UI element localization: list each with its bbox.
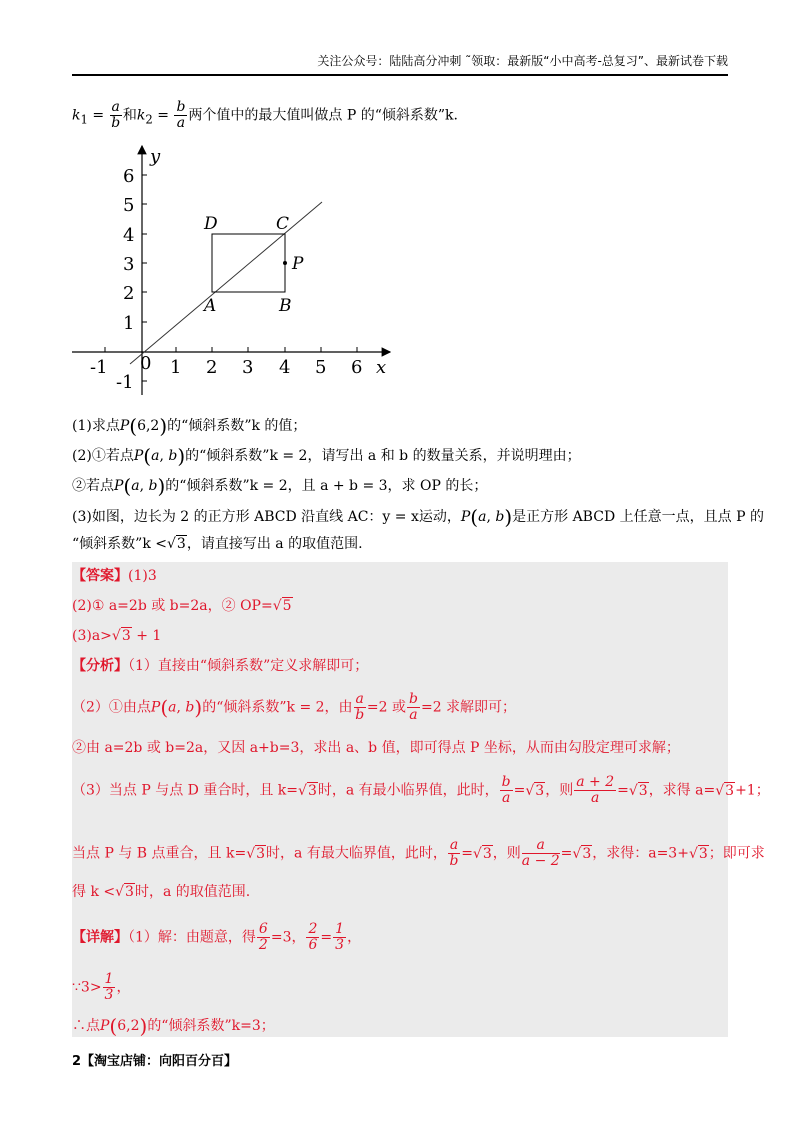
point-p-dot <box>283 261 287 265</box>
x-tick-marks <box>105 347 357 352</box>
analysis-2a: （2）①由点 <box>72 699 151 716</box>
analysis-4b: 时，a 有最小临界值，此时， <box>317 782 499 799</box>
line-y-equals-x <box>130 202 322 364</box>
analysis-5d: ，求得：a=3+ <box>592 845 689 862</box>
x-tick-1: 1 <box>170 357 182 378</box>
analysis-label: 【分析】 <box>72 658 128 674</box>
y-tick-3: 3 <box>123 254 135 275</box>
analysis-line-6: 得 k <√3时，a 的取值范围. <box>72 884 251 900</box>
y-tick--1: -1 <box>116 372 134 393</box>
label-b: B <box>279 296 292 316</box>
y-tick-4: 4 <box>123 225 135 246</box>
analysis-5a: 当点 P 与 B 点重合，且 k= <box>72 845 247 862</box>
question-2a: (2)①若点P(a, b)的“倾斜系数”k = 2，请写出 a 和 b 的数量关系，并说明理由； <box>72 444 581 468</box>
detail-3: ∴点 <box>72 1018 100 1034</box>
detail-1: （1）解：由题意，得 <box>128 929 256 946</box>
question-3b-text: 是正方形 ABCD 上任意一点，且点 P 的 <box>512 509 764 525</box>
header-text: 关注公众号：陆陆高分冲刺 ˜领取：最新版“小中高考-总复习”、最新试卷下载 <box>317 54 728 68</box>
analysis-6b: 时，a 的取值范围. <box>134 884 251 900</box>
analysis-2c: =2 或 <box>366 699 406 716</box>
question-2b: ②若点P(a, b)的“倾斜系数”k = 2，且 a + b = 3，求 OP 的长； <box>72 474 488 498</box>
question-3c-text: “倾斜系数”k < <box>72 536 167 552</box>
detail-3b: 的“倾斜系数”k=3； <box>147 1018 275 1034</box>
page-header <box>72 52 728 76</box>
analysis-4a: （3）当点 P 与点 D 重合时，且 k= <box>72 782 299 799</box>
label-c: C <box>276 214 290 234</box>
y-tick-5: 5 <box>123 195 135 216</box>
question-2a-text: 的“倾斜系数”k = 2，请写出 a 和 b 的数量关系，并说明理由； <box>185 448 581 464</box>
y-axis-label: y <box>150 146 161 167</box>
analysis-4d: ，求得 a= <box>648 782 716 799</box>
x-tick--1: -1 <box>90 357 108 378</box>
question-1: (1)求点P(6,2)的“倾斜系数”k 的值； <box>72 414 307 438</box>
analysis-1: （1）直接由“倾斜系数”定义求解即可； <box>128 658 369 674</box>
question-1-text: 的“倾斜系数”k 的值； <box>167 418 307 434</box>
analysis-3: ②由 a=2b 或 b=2a，又因 a+b=3，求出 a、b 值，即可得点 P 坐标，从而由勾股定理可求解； <box>72 740 680 756</box>
answer-line-2: (2)① a=2b 或 b=2a，② OP=√5 <box>72 598 292 614</box>
analysis-line-4: （3）当点 P 与点 D 重合时，且 k=√3时，a 有最小临界值，此时， $\frac{b}{a}$ =√3，则 $\frac{a + 2}{a}$ =√3，求得 a=√3+1； <box>72 774 770 806</box>
answer-1: (1)3 <box>128 568 157 584</box>
analysis-5e: ；即可求 <box>708 845 765 862</box>
footer-text: 2【淘宝店铺：向阳百分百】 <box>72 1054 238 1069</box>
question-3a: (3)如图，边长为 2 的正方形 ABCD 沿直线 AC：y = x运动，P(a, b)是正方形 ABCD 上任意一点，且点 P 的 <box>72 505 764 529</box>
question-2b-text: 的“倾斜系数”k = 2，且 a + b = 3，求 OP 的长； <box>165 478 488 494</box>
label-a: A <box>204 296 217 316</box>
detail-line-3: ∴点P(6,2)的“倾斜系数”k=3； <box>72 1014 275 1038</box>
label-d: D <box>204 214 218 234</box>
label-p: P <box>292 254 304 274</box>
intro-line: $k_1$ = $\frac{a}{b}$ 和$k_2$ = $\frac{b}{a}$ 两个值中的最大值叫做点 P 的“倾斜系数”k. <box>72 99 458 131</box>
frac-a-over-b: $\frac{a}{b}$ <box>111 99 121 131</box>
y-tick-6: 6 <box>123 166 135 187</box>
analysis-2b: 的“倾斜系数”k = 2，由 <box>202 699 353 716</box>
answer-label: 【答案】 <box>72 568 128 584</box>
answer-line-1 <box>72 568 157 585</box>
answer-2: (2)① a=2b 或 b=2a，② OP= <box>72 598 273 614</box>
question-3d-text: ，请直接写出 a 的取值范围. <box>186 536 363 552</box>
x-tick-2: 2 <box>206 357 218 378</box>
x-tick-6: 6 <box>351 357 363 378</box>
question-3a-text: (3)如图，边长为 2 的正方形 ABCD 沿直线 AC：y = x运动， <box>72 509 461 525</box>
x-tick-4: 4 <box>279 357 291 378</box>
page-footer <box>72 1050 237 1069</box>
question-3b: “倾斜系数”k <√3，请直接写出 a 的取值范围. <box>72 536 363 552</box>
intro-text: 两个值中的最大值叫做点 P 的“倾斜系数”k. <box>188 107 458 124</box>
y-tick-2: 2 <box>123 283 135 304</box>
analysis-line-2: （2）①由点P(a, b)的“倾斜系数”k = 2，由 $\frac{a}{b}$ =2 或 $\frac{b}{a}$ =2 求解即可； <box>72 691 517 723</box>
detail-2: ∵3> <box>72 979 102 996</box>
answer-3: (3)a> <box>72 628 112 644</box>
origin-label: 0 <box>140 353 152 374</box>
analysis-4c: ，则 <box>545 782 574 799</box>
analysis-line-5: 当点 P 与 B 点重合，且 k=√3时，a 有最大临界值，此时， $\frac{a}{b}$ =√3，则 $\frac{a}{a - 2}$ =√3，求得：a=3+√3；即可求 <box>72 837 765 869</box>
analysis-line-1 <box>72 658 368 675</box>
analysis-5c: ，则 <box>492 845 521 862</box>
x-axis-label: x <box>376 357 387 378</box>
x-tick-5: 5 <box>315 357 327 378</box>
answer-line-3: (3)a>√3 + 1 <box>72 628 162 644</box>
analysis-6a: 得 k < <box>72 884 116 900</box>
detail-line-2: ∵3> $\frac{1}{3}$ ， <box>72 971 131 1003</box>
analysis-5b: 时，a 有最大临界值，此时， <box>266 845 447 862</box>
analysis-2d: =2 求解即可； <box>420 699 517 716</box>
y-tick-1: 1 <box>123 313 135 334</box>
frac-b-over-a: $\frac{b}{a}$ <box>176 99 186 131</box>
detail-line-1: 【详解】（1）解：由题意，得 $\frac{6}{2}$ =3， $\frac{2}{6}$ = $\frac{1}{3}$ ， <box>72 921 362 953</box>
x-tick-3: 3 <box>242 357 254 378</box>
analysis-line-3 <box>72 740 680 757</box>
detail-label: 【详解】 <box>72 929 128 946</box>
coordinate-figure <box>60 140 400 402</box>
